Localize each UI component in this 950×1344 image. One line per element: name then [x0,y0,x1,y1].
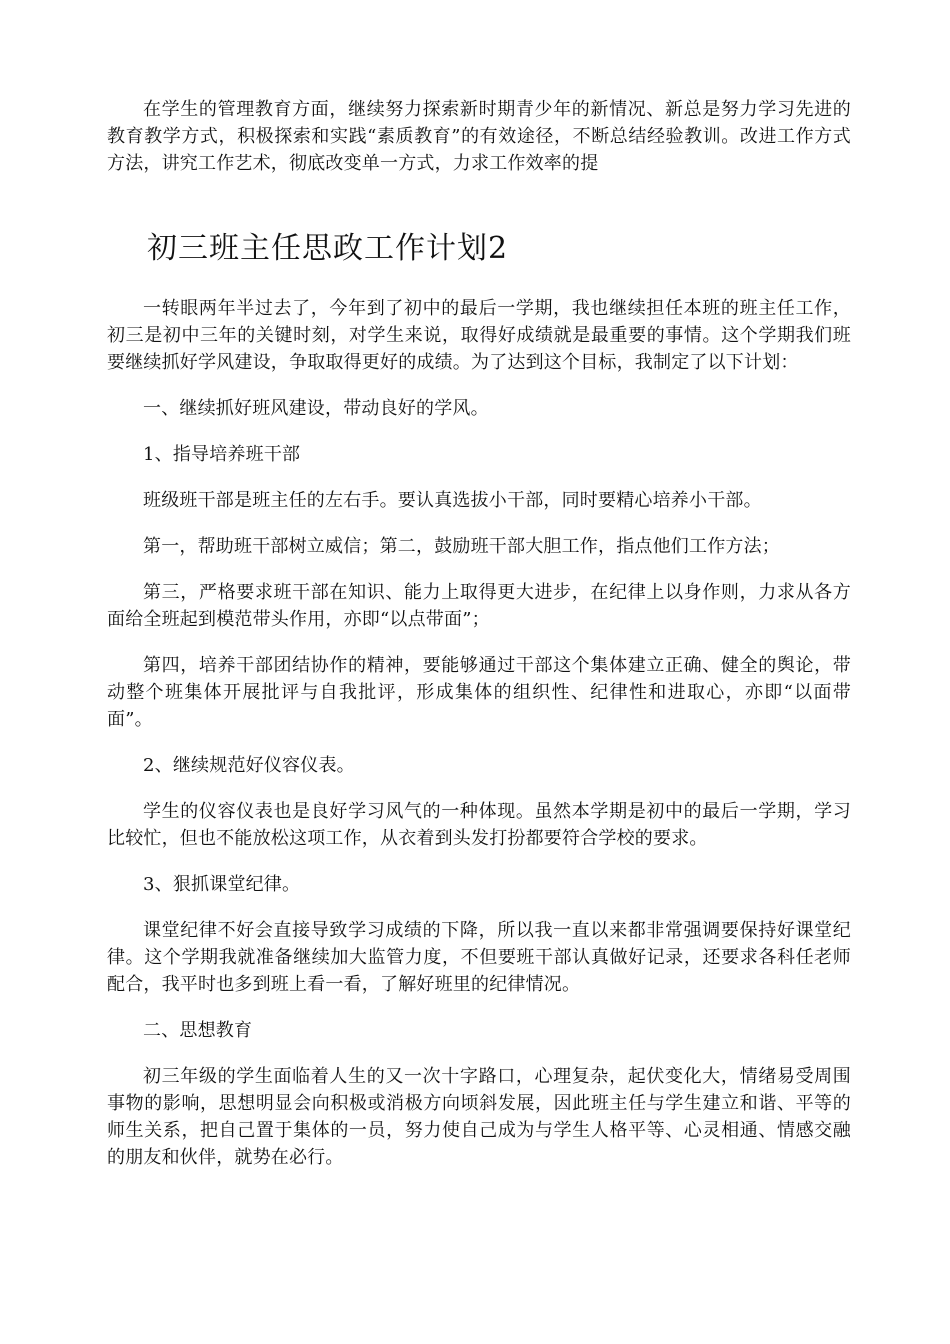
subheading-discipline: 3、狠抓课堂纪律。 [143,874,301,895]
intro-paragraph: 在学生的管理教育方面，继续努力探索新时期青少年的新情况、新总是努力学习先进的教育教学方式，积极探索和实践“素质教育”的有效途径，不断总结经验教训。改进工作方式方法，讲究工作艺术，彻底改变单一方式，力求工作效率的提 [107,99,851,174]
paragraph-ideology: 初三年级的学生面临着人生的又一次十字路口，心理复杂，起伏变化大，情绪易受周围事物的影响，思想明显会向积极或消极方向顷斜发展，因此班主任与学生建立和谐、平等的师生关系，把自己置于集体的一员，努力使自己成为与学生人格平等、心灵相通、情感交融的朋友和伙伴，就势在必行。 [107,1066,851,1168]
paragraph-class-leaders: 班级班干部是班主任的左右手。要认真选拔小干部，同时要精心培养小干部。 [143,490,762,511]
paragraph-first-second: 第一，帮助班干部树立威信；第二，鼓励班干部大胆工作，指点他们工作方法； [143,536,780,557]
paragraph-fourth: 第四，培养干部团结协作的精神，要能够通过干部这个集体建立正确、健全的舆论，带动整个班集体开展批评与自我批评，形成集体的组织性、纪律性和进取心，亦即“以面带面”。 [107,655,851,730]
document-page [107,96,851,1171]
subheading-class-leaders: 1、指导培养班干部 [143,444,301,465]
document-title: 初三班主任思政工作计划2 [147,231,509,266]
paragraph-opening: 一转眼两年半过去了，今年到了初中的最后一学期，我也继续担任本班的班主任工作，初三是初中三年的关键时刻，对学生来说，取得好成绩就是最重要的事情。这个学期我们班要继续抓好学风建设，争取取得更好的成绩。为了达到这个目标，我制定了以下计划： [107,298,851,373]
subheading-appearance: 2、继续规范好仪容仪表。 [143,755,355,776]
paragraph-appearance: 学生的仪容仪表也是良好学习风气的一种体现。虽然本学期是初中的最后一学期，学习比较忙，但也不能放松这项工作，从衣着到头发打扮都要符合学校的要求。 [107,801,851,849]
section-heading-ideology: 二、思想教育 [143,1020,253,1041]
paragraph-discipline: 课堂纪律不好会直接导致学习成绩的下降，所以我一直以来都非常强调要保持好课堂纪律。这个学期我就准备继续加大监管力度，不但要班干部认真做好记录，还要求各科任老师配合，我平时也多到班上看一看，了解好班里的纪律情况。 [107,920,851,995]
paragraph-third: 第三，严格要求班干部在知识、能力上取得更大进步，在纪律上以身作则，力求从各方面给全班起到模范带头作用，亦即“以点带面”； [107,582,851,630]
section-heading-class-style: 一、继续抓好班风建设，带动良好的学风。 [143,398,489,419]
